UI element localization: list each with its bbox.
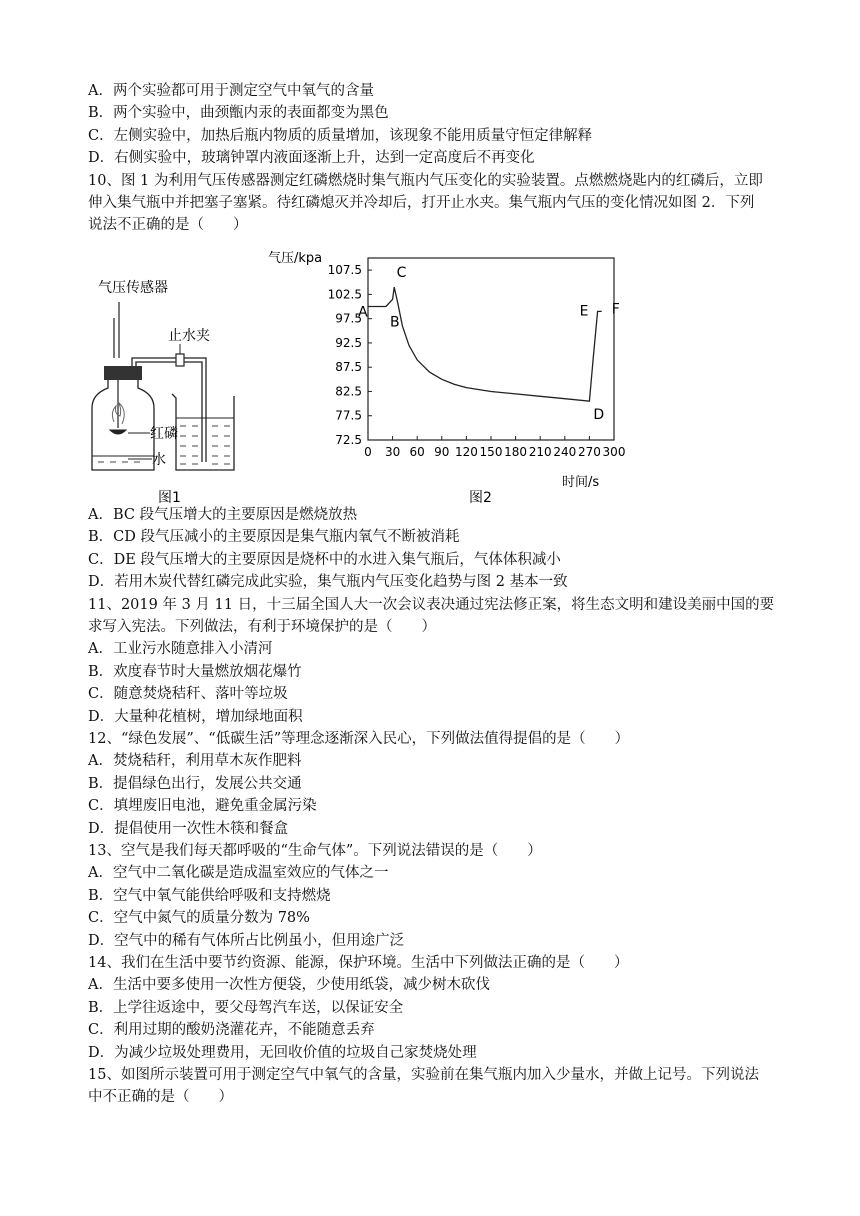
text-line: 15、如图所示装置可用于测定空气中氧气的含量，实验前在集气瓶内加入少量水，并做上记号。下列说法: [88, 1067, 759, 1083]
text-line: A．两个实验都可用于测定空气中氧气的含量: [88, 83, 374, 99]
figure1-apparatus: [88, 240, 258, 512]
phosphorus-label: 红磷: [150, 426, 178, 442]
text-line: C．DE 段气压增大的主要原因是烧杯中的水进入集气瓶后，气体体积减小: [88, 551, 561, 568]
text-line: 10、图 1 为利用气压传感器测定红磷燃烧时集气瓶内气压变化的实验装置。点燃燃烧匙内的红磷后，立即: [88, 172, 763, 189]
chart-xlabel: 时间/s: [562, 475, 600, 490]
text-line: 13、空气是我们每天都呼吸的“生命气体”。下列说法错误的是（ ）: [88, 843, 542, 859]
text-line: 11、2019 年 3 月 11 日，十三届全国人大一次会议表决通过宪法修正案，将生态文明和建设美丽中国的要: [88, 596, 775, 613]
text-line: D．提倡使用一次性木筷和餐盒: [88, 820, 289, 837]
sensor-label: 气压传感器: [98, 280, 168, 296]
beaker-water: [180, 426, 230, 464]
combustion-spoon: [110, 430, 126, 434]
y-tick-label: 102.5: [327, 287, 362, 302]
text-line: D．大量种花植树，增加绿地面积: [88, 708, 303, 725]
figure2-caption: 图2: [469, 490, 492, 506]
text-line: A．生活中要多使用一次性方便袋，少使用纸袋，减少树木砍伐: [88, 977, 490, 994]
clamp-label: 止水夹: [168, 328, 210, 344]
delivery-tube-inner: [136, 362, 202, 462]
chart-point-label-c: C: [396, 265, 407, 282]
text-line: 求写入宪法。下列做法，有利于环境保护的是（ ）: [88, 619, 436, 635]
text-line: B．空气中氧气能供给呼吸和支持燃烧: [88, 887, 331, 904]
pressure-series-line: [368, 287, 602, 401]
text-line: A．工业污水随意排入小清河: [88, 641, 273, 658]
text-line: B．上学往返途中，要父母驾汽车送，以保证安全: [88, 999, 404, 1016]
x-tick-label: 150: [479, 445, 503, 459]
text-line: D．若用木炭代替红磷完成此实验，集气瓶内气压变化趋势与图 2 基本一致: [88, 574, 568, 591]
y-tick-label: 77.5: [335, 408, 362, 423]
text-line: D．右侧实验中，玻璃钟罩内液面逐渐上升，达到一定高度后不再变化: [88, 150, 535, 167]
text-line: C．左侧实验中，加热后瓶内物质的质量增加，该现象不能用质量守恒定律解释: [88, 127, 593, 144]
text-line: C．随意焚烧秸秆、落叶等垃圾: [88, 686, 288, 703]
x-tick-label: 210: [528, 445, 552, 459]
text-line: 14、我们在生活中要节约资源、能源，保护环境。生活中下列做法正确的是（ ）: [88, 955, 629, 971]
figure1-caption: 图1: [158, 490, 181, 506]
water-label: 水: [152, 452, 166, 468]
x-tick-label: 120: [454, 445, 478, 459]
beaker: [172, 394, 234, 470]
x-tick-label: 30: [384, 445, 401, 459]
text-line: 12、“绿色发展”、“低碳生活”等理念逐渐深入民心，下列做法值得提倡的是（ ）: [88, 731, 630, 747]
text-line: A．BC 段气压增大的主要原因是燃烧放热: [88, 507, 358, 523]
text-line: A．空气中二氧化碳是造成温室效应的气体之一: [88, 865, 389, 882]
text-line: B．提倡绿色出行，发展公共交通: [88, 775, 302, 792]
text-line: D．为减少垃圾处理费用，无回收价值的垃圾自己家焚烧处理: [88, 1044, 477, 1061]
water-clamp: [176, 354, 184, 366]
text-line: C．利用过期的酸奶浇灌花卉，不能随意丢弃: [88, 1022, 375, 1039]
x-tick-label: 60: [409, 445, 425, 459]
y-tick-label: 72.5: [335, 433, 362, 447]
chart-point-label-e: E: [579, 303, 589, 320]
x-tick-label: 180: [504, 445, 528, 459]
text-line: B．两个实验中，曲颈甑内汞的表面都变为黑色: [88, 105, 389, 122]
text-line: B．CD 段气压减小的主要原因是集气瓶内氧气不断被消耗: [88, 529, 460, 546]
text-line: C．填埋废旧电池，避免重金属污染: [88, 798, 317, 815]
figures-row: [88, 240, 648, 512]
x-tick-label: 270: [577, 445, 601, 459]
text-line: 伸入集气瓶中并把塞子塞紧。待红磷熄灭并冷却后，打开止水夹。集气瓶内气压的变化情况如图 2．下列: [88, 195, 755, 211]
chart-point-label-b: B: [390, 314, 400, 331]
y-tick-label: 107.5: [327, 263, 362, 278]
text-line: 说法不正确的是（ ）: [88, 217, 248, 234]
y-tick-label: 92.5: [335, 335, 362, 350]
chart-point-label-d: D: [593, 407, 605, 424]
chart-ylabel: 气压/kpa: [268, 251, 323, 266]
x-tick-label: 240: [553, 445, 577, 459]
y-tick-label: 97.5: [335, 311, 362, 326]
chart-plot-frame: [368, 258, 614, 440]
chart-point-label-a: A: [358, 304, 368, 321]
y-tick-label: 87.5: [335, 360, 362, 375]
text-line: D．空气中的稀有气体所占比例虽小，但用途广泛: [88, 932, 405, 949]
x-tick-label: 0: [364, 445, 372, 459]
y-tick-label: 82.5: [335, 384, 362, 399]
x-tick-label: 300: [602, 445, 626, 459]
chart-point-label-f: F: [611, 301, 620, 318]
text-line: C．空气中氮气的质量分数为 78%: [88, 910, 310, 927]
bottle-stopper: [104, 366, 142, 380]
text-line: A．焚烧秸秆，利用草木灰作肥料: [88, 753, 302, 770]
x-tick-label: 90: [434, 445, 450, 459]
text-line: B．欢度春节时大量燃放烟花爆竹: [88, 663, 302, 680]
text-line: 中不正确的是（ ）: [88, 1089, 233, 1106]
figure2-pressure-chart: [264, 240, 634, 512]
